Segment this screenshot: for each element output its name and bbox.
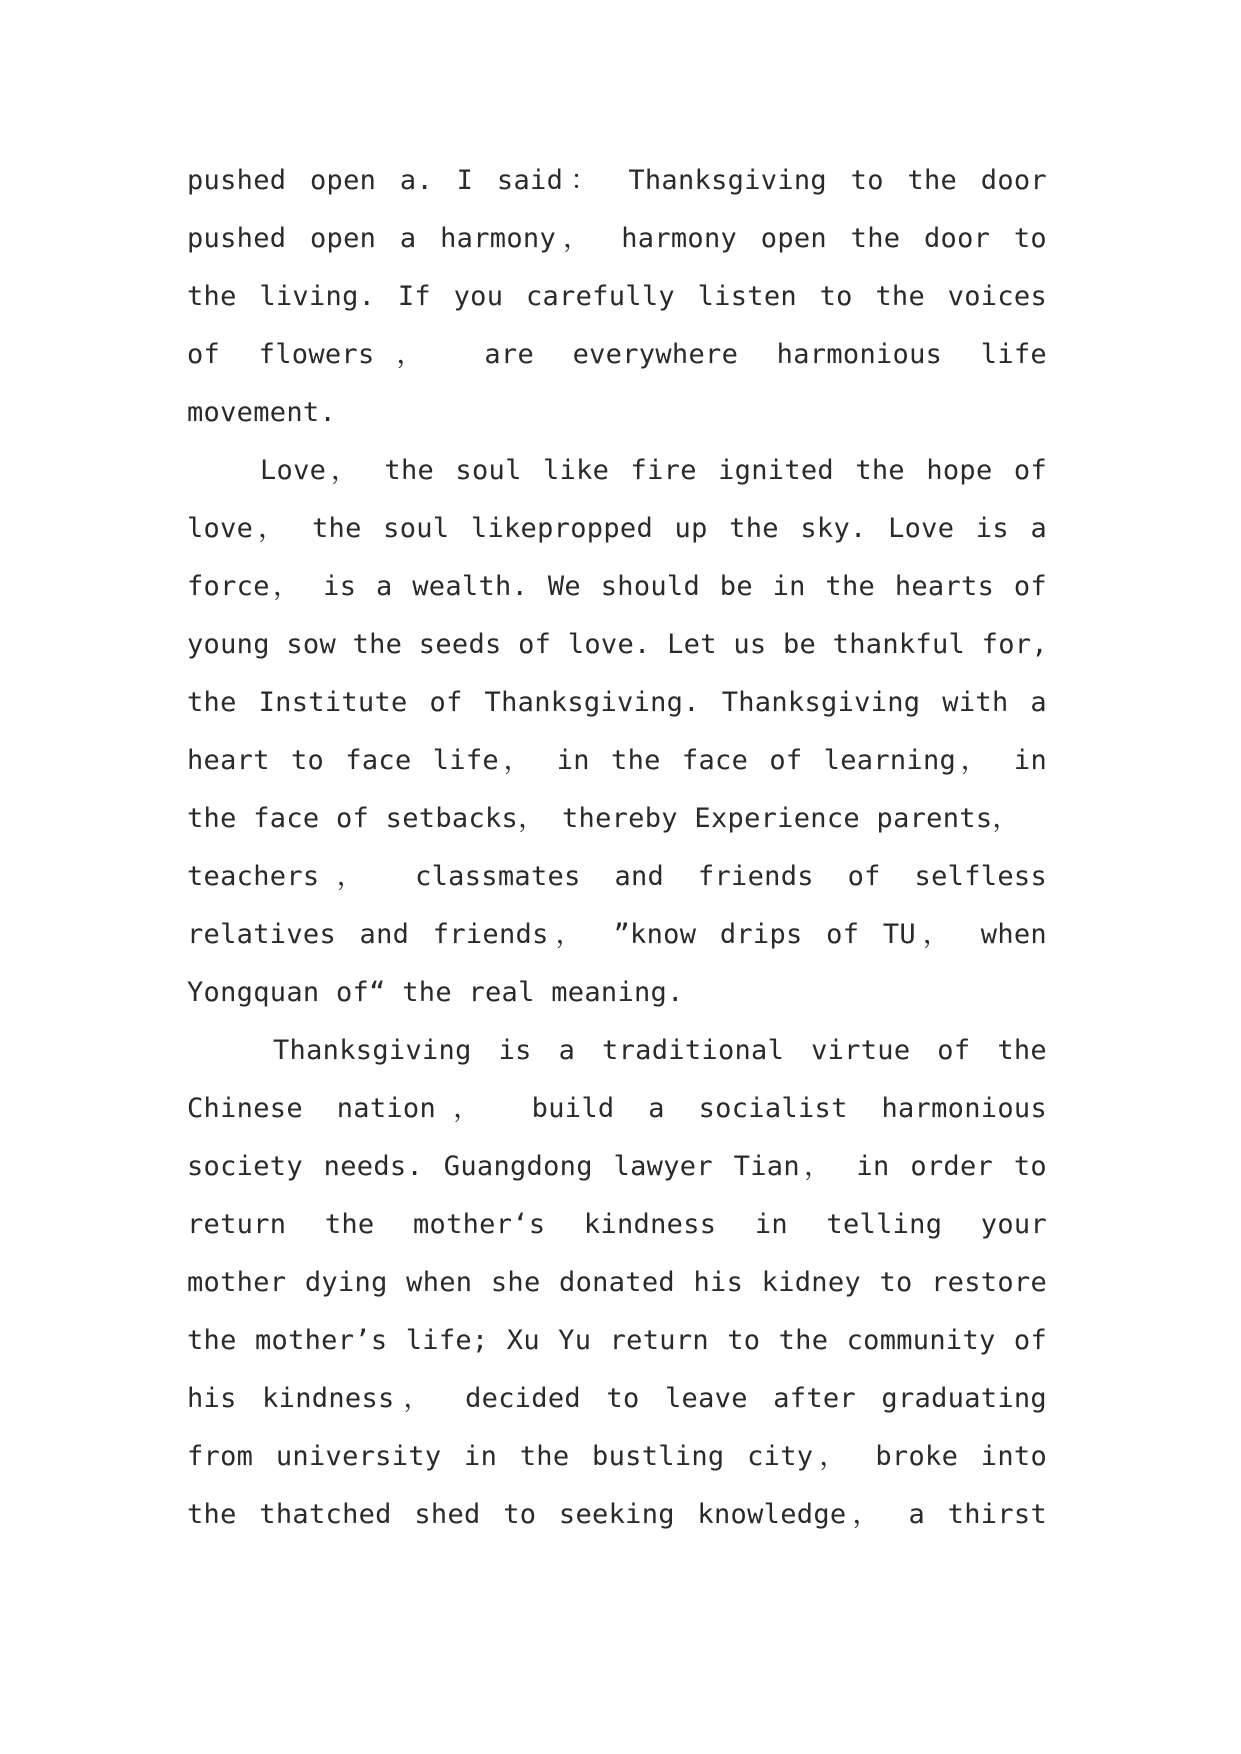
text-line: heart to face life， in the face of learning， in (187, 745, 1047, 776)
text-line: the Institute of Thanksgiving. Thanksgiving with a (187, 687, 1047, 718)
text-line: the face of setbacks， thereby Experience parents， (187, 803, 1020, 834)
text-line: the living. If you carefully listen to the voices (187, 281, 1047, 312)
paragraph-3 (187, 1031, 1047, 1553)
paragraph-2 (187, 451, 1047, 1031)
text-line: Yongquan of“ the real meaning. (187, 977, 684, 1008)
text-line: mother dying when she donated his kidney to restore (187, 1267, 1047, 1298)
text-line: movement. (187, 397, 336, 428)
text-line: force， is a wealth. We should be in the hearts of (187, 571, 1047, 602)
text-line: Thanksgiving is a traditional virtue of the (273, 1035, 1047, 1066)
text-line: society needs. Guangdong lawyer Tian， in order to (187, 1151, 1047, 1182)
text-line: of flowers， are everywhere harmonious life (187, 339, 1047, 370)
text-line: Chinese nation， build a socialist harmonious (187, 1093, 1047, 1124)
text-line: young sow the seeds of love. Let us be thankful for, (187, 629, 1048, 660)
text-line: from university in the bustling city， broke into (187, 1441, 1047, 1472)
text-line: his kindness， decided to leave after graduating (187, 1383, 1047, 1414)
text-line: return the mother‘s kindness in telling your (187, 1209, 1047, 1240)
text-line: teachers， classmates and friends of selfless (187, 861, 1047, 892)
text-line: Love， the soul like fire ignited the hope of (260, 455, 1047, 486)
text-line: the thatched shed to seeking knowledge， a thirst (187, 1499, 1047, 1530)
text-line: love， the soul likepropped up the sky. Love is a (187, 513, 1047, 544)
text-line: relatives and friends， ”know drips of TU， when (187, 919, 1047, 950)
body-text (187, 161, 1047, 1553)
text-line: pushed open a. I said： Thanksgiving to the door (187, 165, 1047, 196)
text-line: pushed open a harmony， harmony open the door to (187, 223, 1047, 254)
paragraph-1 (187, 161, 1047, 451)
text-line: the mother’s life; Xu Yu return to the community of (187, 1325, 1047, 1356)
